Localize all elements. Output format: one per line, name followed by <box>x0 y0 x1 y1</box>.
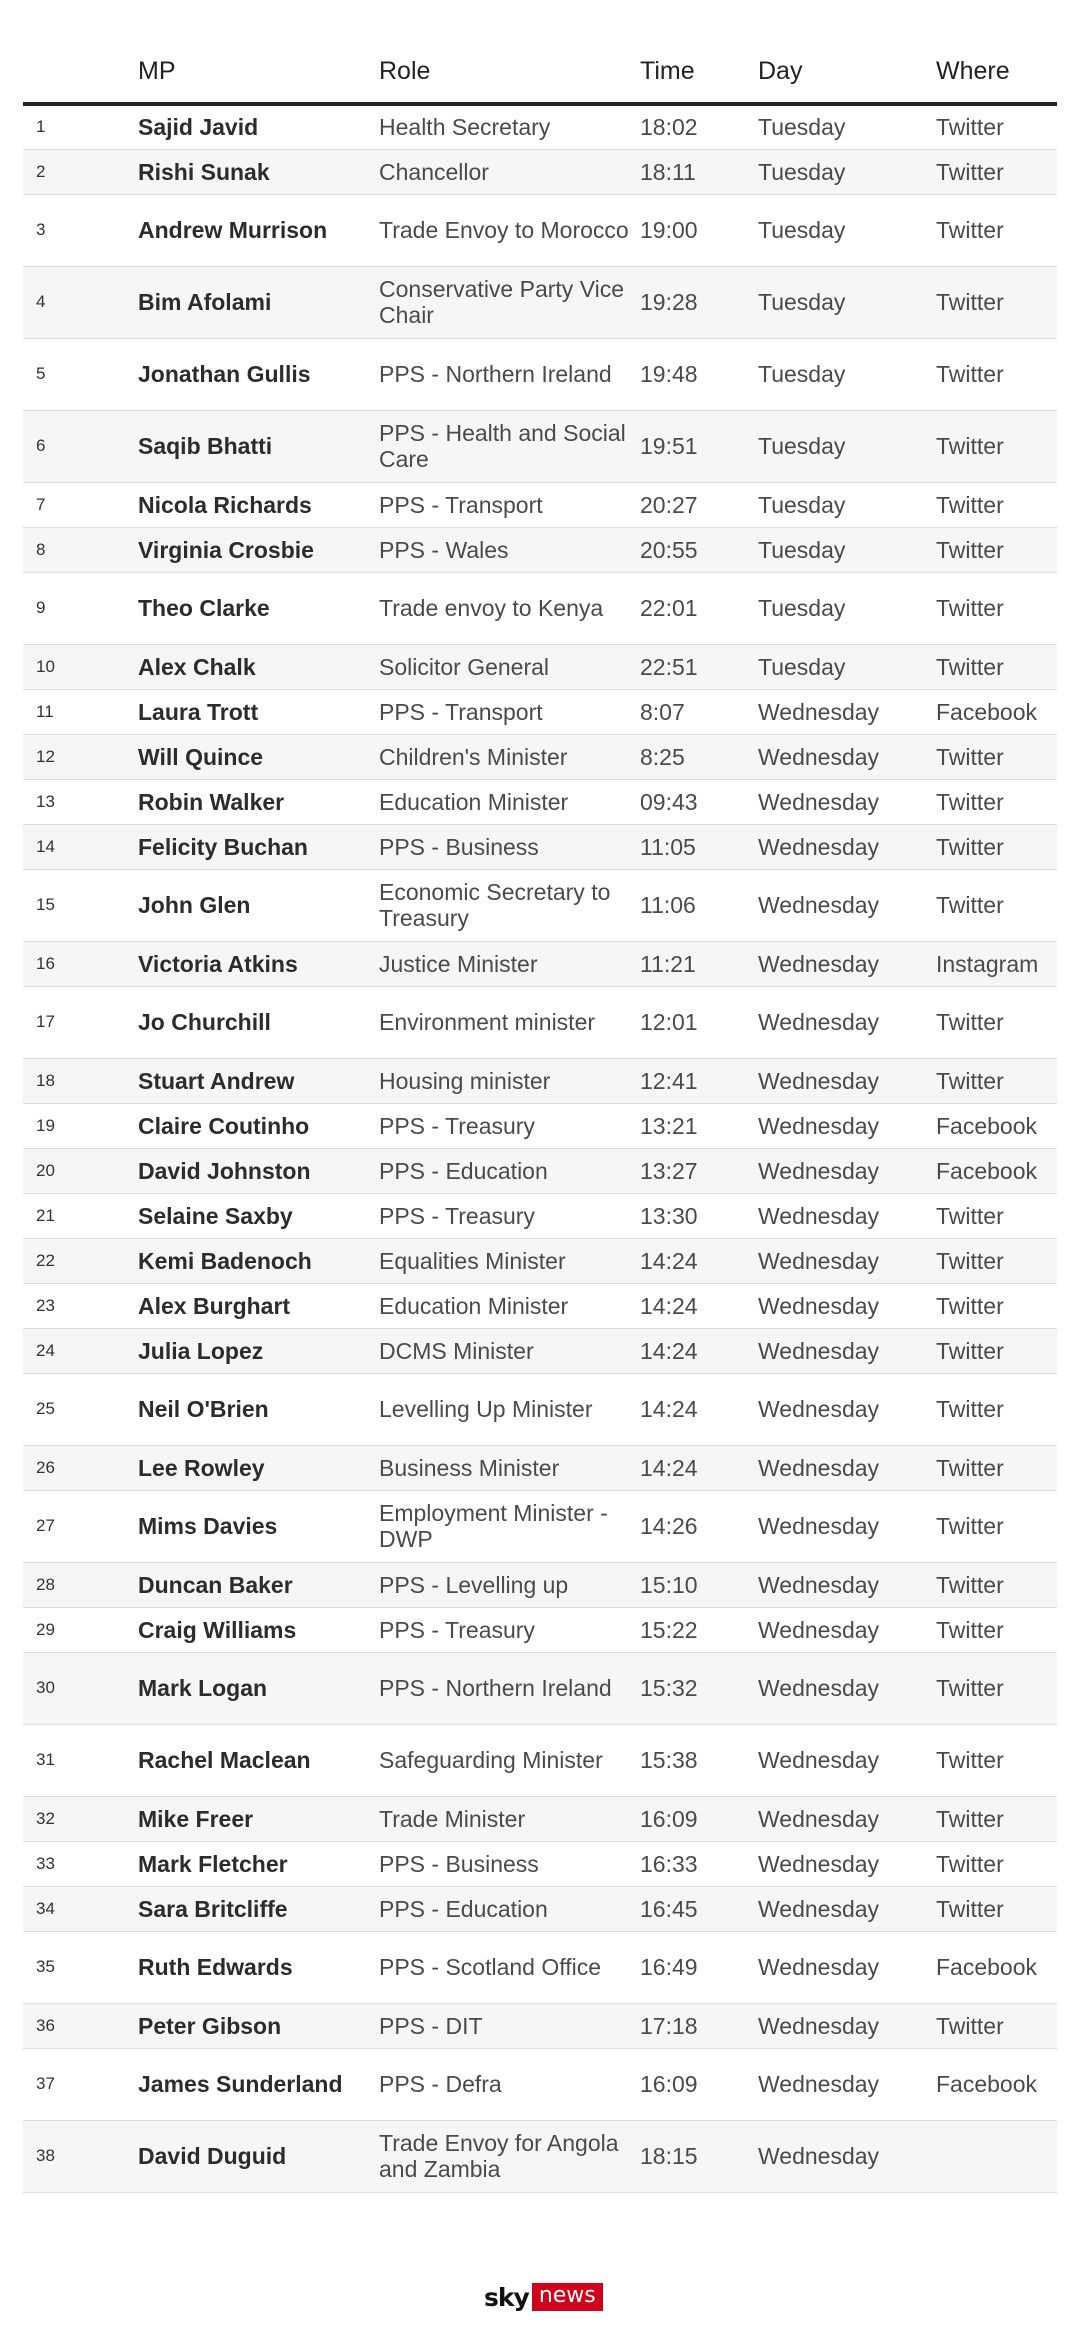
mp-name: Mike Freer <box>138 1805 254 1832</box>
table-row <box>23 1058 1057 1103</box>
resignation-time: 17:18 <box>640 2012 698 2039</box>
row-number: 33 <box>36 1853 55 1873</box>
mp-name: Rishi Sunak <box>138 158 270 185</box>
resignation-day: Wednesday <box>758 1571 880 1598</box>
mp-role: PPS - Levelling up <box>379 1571 569 1598</box>
resignation-platform: Facebook <box>936 1112 1038 1139</box>
row-number: 24 <box>36 1340 55 1360</box>
mp-role: Solicitor General <box>379 653 550 680</box>
resignation-platform: Twitter <box>936 653 1004 680</box>
logo-product: news <box>532 2283 603 2311</box>
mp-role: PPS - Northern Ireland <box>379 361 612 387</box>
resignation-platform: Twitter <box>936 536 1004 563</box>
row-number: 6 <box>36 436 46 455</box>
mp-role: PPS - Education <box>379 1895 548 1922</box>
row-number: 17 <box>36 1012 55 1031</box>
header-role: Role <box>379 40 640 104</box>
resignation-day: Wednesday <box>758 698 880 725</box>
mp-role: PPS - Defra <box>379 2071 502 2097</box>
resignation-day: Wednesday <box>758 1895 880 1922</box>
table-row <box>23 941 1057 986</box>
resignation-platform: Twitter <box>936 1513 1004 1539</box>
row-number: 23 <box>36 1295 55 1315</box>
row-number: 35 <box>36 1957 55 1976</box>
mp-name: Peter Gibson <box>138 2012 282 2039</box>
resignation-time: 11:21 <box>640 950 696 977</box>
resignation-platform: Twitter <box>936 1247 1004 1274</box>
resignation-day: Tuesday <box>758 536 846 563</box>
table-row <box>23 1652 1057 1724</box>
resignation-time: 19:28 <box>640 289 698 315</box>
resignation-time: 18:02 <box>640 114 698 141</box>
resignation-time: 11:05 <box>640 833 696 860</box>
mp-role: Trade Envoy to Morocco <box>379 217 629 243</box>
mp-role: PPS - Northern Ireland <box>379 1675 612 1701</box>
resignation-day: Wednesday <box>758 1850 880 1877</box>
resignation-time: 16:33 <box>640 1850 698 1877</box>
row-number: 7 <box>36 494 46 514</box>
mp-name: Victoria Atkins <box>138 950 298 977</box>
row-number: 1 <box>36 117 46 137</box>
mp-role: Environment minister <box>379 1009 596 1035</box>
resignation-platform: Twitter <box>936 1067 1004 1094</box>
resignation-day: Tuesday <box>758 653 846 680</box>
mp-name: Nicola Richards <box>138 491 312 518</box>
mp-name: Selaine Saxby <box>138 1202 293 1229</box>
row-number: 31 <box>36 1750 55 1769</box>
table-row <box>23 1238 1057 1283</box>
mp-role: Business Minister <box>379 1454 560 1481</box>
mp-role: PPS - Health and Social Care <box>379 420 626 472</box>
resignation-time: 8:07 <box>640 698 685 725</box>
resignation-platform: Facebook <box>936 698 1038 725</box>
row-number: 4 <box>36 292 46 311</box>
resignation-day: Tuesday <box>758 114 846 141</box>
resignation-platform: Twitter <box>936 2012 1004 2039</box>
mp-role: PPS - Treasury <box>379 1202 535 1229</box>
resignation-time: 16:09 <box>640 2071 698 2097</box>
table-row <box>23 734 1057 779</box>
row-number: 28 <box>36 1574 55 1594</box>
resignation-platform: Twitter <box>936 1571 1004 1598</box>
mp-role: DCMS Minister <box>379 1337 534 1364</box>
mp-role: Safeguarding Minister <box>379 1747 603 1773</box>
mp-name: Craig Williams <box>138 1616 297 1643</box>
resignation-day: Wednesday <box>758 1747 880 1773</box>
mp-role: Equalities Minister <box>379 1247 566 1274</box>
resignation-day: Wednesday <box>758 1202 880 1229</box>
mp-name: Bim Afolami <box>138 289 272 315</box>
table-row <box>23 1931 1057 2003</box>
resignation-platform: Twitter <box>936 1895 1004 1922</box>
row-number: 12 <box>36 746 55 766</box>
row-number: 8 <box>36 539 46 559</box>
table-row <box>23 779 1057 824</box>
mp-name: Mark Fletcher <box>138 1850 288 1877</box>
resignation-day: Wednesday <box>758 1112 880 1139</box>
table-row <box>23 1193 1057 1238</box>
table-row <box>23 824 1057 869</box>
row-number: 38 <box>36 2146 55 2165</box>
resignation-time: 8:25 <box>640 743 685 770</box>
mp-role: PPS - Transport <box>379 698 543 725</box>
resignation-platform: Twitter <box>936 743 1004 770</box>
row-number: 10 <box>36 656 55 676</box>
table-row <box>23 194 1057 266</box>
row-number: 18 <box>36 1070 55 1090</box>
resignation-day: Tuesday <box>758 217 846 243</box>
resignation-time: 16:49 <box>640 1954 698 1980</box>
table-row <box>23 1886 1057 1931</box>
mp-name: Alex Chalk <box>138 653 256 680</box>
resignation-time: 22:51 <box>640 653 698 680</box>
resignation-platform: Twitter <box>936 114 1004 141</box>
resignation-time: 19:00 <box>640 217 698 243</box>
row-number: 30 <box>36 1678 55 1697</box>
resignation-platform: Twitter <box>936 1292 1004 1319</box>
mp-role: Conservative Party Vice Chair <box>379 276 625 328</box>
row-number: 29 <box>36 1619 55 1639</box>
resignation-platform: Twitter <box>936 217 1004 243</box>
resignation-time: 15:32 <box>640 1675 698 1701</box>
resignation-day: Wednesday <box>758 1337 880 1364</box>
resignation-time: 15:38 <box>640 1747 698 1773</box>
resignation-platform: Twitter <box>936 361 1004 387</box>
row-number: 2 <box>36 161 46 181</box>
mp-name: Jo Churchill <box>138 1009 271 1035</box>
resignation-day: Wednesday <box>758 1805 880 1832</box>
table-row <box>23 572 1057 644</box>
mp-role: PPS - Treasury <box>379 1616 535 1643</box>
resignation-time: 15:22 <box>640 1616 698 1643</box>
resignation-day: Wednesday <box>758 1513 880 1539</box>
resignation-time: 14:24 <box>640 1247 698 1274</box>
mp-name: Neil O'Brien <box>138 1396 269 1422</box>
mp-name: James Sunderland <box>138 2071 343 2097</box>
mp-name: Kemi Badenoch <box>138 1247 312 1274</box>
table-row <box>23 1373 1057 1445</box>
resignation-platform: Twitter <box>936 1616 1004 1643</box>
table-row <box>23 1841 1057 1886</box>
mp-role: PPS - DIT <box>379 2012 483 2039</box>
mp-name: Robin Walker <box>138 788 285 815</box>
resignation-platform: Twitter <box>936 595 1004 621</box>
resignation-platform: Twitter <box>936 1202 1004 1229</box>
table-row <box>23 1562 1057 1607</box>
resignation-platform: Twitter <box>936 1805 1004 1832</box>
resignation-platform: Twitter <box>936 491 1004 518</box>
header-time: Time <box>640 40 758 104</box>
mp-role: Housing minister <box>379 1067 551 1094</box>
mp-name: Julia Lopez <box>138 1337 264 1364</box>
mp-role: Trade Minister <box>379 1805 526 1832</box>
mp-name: Sajid Javid <box>138 114 259 141</box>
resignation-time: 11:06 <box>640 892 696 918</box>
resignation-day: Wednesday <box>758 1247 880 1274</box>
table-row <box>23 1490 1057 1562</box>
row-number: 22 <box>36 1250 55 1270</box>
mp-name: Theo Clarke <box>138 595 270 621</box>
table-row <box>23 986 1057 1058</box>
resignation-day: Tuesday <box>758 361 846 387</box>
table-row <box>23 1607 1057 1652</box>
resignation-time: 16:09 <box>640 1805 698 1832</box>
resignation-day: Wednesday <box>758 1009 880 1035</box>
mp-role: PPS - Business <box>379 1850 539 1877</box>
sky-news-logo <box>484 2282 603 2312</box>
mp-role: Economic Secretary to Treasury <box>379 879 611 931</box>
header-mp: MP <box>138 40 379 104</box>
resignation-day: Wednesday <box>758 1454 880 1481</box>
resignation-time: 19:48 <box>640 361 698 387</box>
table-row <box>23 410 1057 482</box>
resignation-platform: Facebook <box>936 2071 1038 2097</box>
resignation-day: Wednesday <box>758 1954 880 1980</box>
mp-role: Education Minister <box>379 1292 569 1319</box>
mp-role: PPS - Wales <box>379 536 509 563</box>
row-number: 25 <box>36 1399 55 1418</box>
resignation-platform: Instagram <box>936 950 1039 977</box>
resignation-time: 12:01 <box>640 1009 698 1035</box>
mp-name: Lee Rowley <box>138 1454 265 1481</box>
resignation-day: Wednesday <box>758 1616 880 1643</box>
mp-role: Justice Minister <box>379 950 538 977</box>
mp-name: Rachel Maclean <box>138 1747 311 1773</box>
resignation-day: Wednesday <box>758 2143 880 2169</box>
resignation-time: 20:55 <box>640 536 698 563</box>
mp-name: Will Quince <box>138 743 264 770</box>
table-row <box>23 1445 1057 1490</box>
resignation-platform: Twitter <box>936 788 1004 815</box>
table-row <box>23 149 1057 194</box>
table-row <box>23 527 1057 572</box>
mp-name: Andrew Murrison <box>138 217 328 243</box>
mp-role: PPS - Business <box>379 833 539 860</box>
resignation-time: 16:45 <box>640 1895 698 1922</box>
row-number: 14 <box>36 836 55 856</box>
resignation-time: 14:24 <box>640 1454 698 1481</box>
resignation-day: Wednesday <box>758 1396 880 1422</box>
mp-name: Jonathan Gullis <box>138 361 311 387</box>
resignation-time: 14:26 <box>640 1513 698 1539</box>
mp-name: Laura Trott <box>138 698 259 725</box>
mp-name: Claire Coutinho <box>138 1112 310 1139</box>
table-row <box>23 2003 1057 2048</box>
mp-role: Employment Minister - DWP <box>379 1500 608 1552</box>
table-row <box>23 104 1057 149</box>
resignation-time: 18:15 <box>640 2143 698 2169</box>
resignation-day: Wednesday <box>758 833 880 860</box>
resignation-time: 12:41 <box>640 1067 698 1094</box>
row-number: 21 <box>36 1205 55 1225</box>
resignation-day: Wednesday <box>758 743 880 770</box>
table-row <box>23 266 1057 338</box>
table-row <box>23 1148 1057 1193</box>
resignation-platform: Twitter <box>936 892 1004 918</box>
resignation-day: Tuesday <box>758 433 846 459</box>
table-body <box>23 104 1057 2192</box>
mp-role: Levelling Up Minister <box>379 1396 593 1422</box>
mp-role: Health Secretary <box>379 114 551 141</box>
resignation-day: Wednesday <box>758 1067 880 1094</box>
resignations-table <box>23 40 1057 2193</box>
resignation-day: Wednesday <box>758 2012 880 2039</box>
resignation-time: 15:10 <box>640 1571 698 1598</box>
resignation-platform: Twitter <box>936 1747 1004 1773</box>
resignation-platform: Twitter <box>936 1009 1004 1035</box>
mp-name: Saqib Bhatti <box>138 433 273 459</box>
resignation-time: 18:11 <box>640 158 696 185</box>
header-where: Where <box>936 40 1057 104</box>
mp-name: Mims Davies <box>138 1513 278 1539</box>
table-row <box>23 869 1057 941</box>
row-number: 36 <box>36 2015 55 2035</box>
resignation-time: 13:30 <box>640 1202 698 1229</box>
mp-name: Mark Logan <box>138 1675 268 1701</box>
resignation-platform: Twitter <box>936 833 1004 860</box>
mp-role: Education Minister <box>379 788 569 815</box>
resignation-time: 14:24 <box>640 1396 698 1422</box>
mp-name: John Glen <box>138 892 251 918</box>
table-row <box>23 1103 1057 1148</box>
mp-role: PPS - Treasury <box>379 1112 535 1139</box>
table-header-row <box>23 40 1057 104</box>
mp-role: Trade Envoy for Angola and Zambia <box>379 2130 619 2182</box>
resignation-platform: Twitter <box>936 1454 1004 1481</box>
mp-role: PPS - Scotland Office <box>379 1954 602 1980</box>
mp-name: Felicity Buchan <box>138 833 308 860</box>
row-number: 27 <box>36 1516 55 1535</box>
row-number: 15 <box>36 895 55 914</box>
row-number: 32 <box>36 1808 55 1828</box>
resignation-day: Wednesday <box>758 1675 880 1701</box>
table-row <box>23 644 1057 689</box>
table-row <box>23 689 1057 734</box>
mp-role: Chancellor <box>379 158 489 185</box>
mp-name: Duncan Baker <box>138 1571 293 1598</box>
resignation-time: 13:27 <box>640 1157 698 1184</box>
resignation-day: Wednesday <box>758 950 880 977</box>
resignation-day: Tuesday <box>758 491 846 518</box>
resignation-platform: Facebook <box>936 1157 1038 1184</box>
row-number: 26 <box>36 1457 55 1477</box>
row-number: 34 <box>36 1898 55 1918</box>
resignation-time: 19:51 <box>640 433 698 459</box>
row-number: 11 <box>36 701 54 721</box>
resignation-day: Wednesday <box>758 1292 880 1319</box>
table-row <box>23 338 1057 410</box>
mp-role: PPS - Education <box>379 1157 548 1184</box>
resignation-time: 20:27 <box>640 491 698 518</box>
mp-name: Virginia Crosbie <box>138 536 314 563</box>
resignation-day: Tuesday <box>758 158 846 185</box>
table-row <box>23 1796 1057 1841</box>
table-row <box>23 2048 1057 2120</box>
mp-name: Ruth Edwards <box>138 1954 293 1980</box>
mp-name: David Johnston <box>138 1157 311 1184</box>
resignation-platform: Twitter <box>936 289 1004 315</box>
resignation-day: Wednesday <box>758 892 880 918</box>
resignation-time: 14:24 <box>640 1337 698 1364</box>
resignation-platform: Twitter <box>936 1675 1004 1701</box>
resignation-day: Wednesday <box>758 1157 880 1184</box>
resignation-platform: Twitter <box>936 158 1004 185</box>
resignation-platform: Twitter <box>936 433 1004 459</box>
mp-name: David Duguid <box>138 2143 287 2169</box>
resignation-time: 14:24 <box>640 1292 698 1319</box>
resignation-day: Tuesday <box>758 289 846 315</box>
mp-role: Children's Minister <box>379 743 568 770</box>
row-number: 3 <box>36 220 46 239</box>
row-number: 19 <box>36 1115 55 1135</box>
row-number: 20 <box>36 1160 55 1180</box>
mp-name: Sara Britcliffe <box>138 1895 288 1922</box>
resignation-time: 22:01 <box>640 595 698 621</box>
table-row <box>23 2120 1057 2192</box>
header-number <box>23 40 138 104</box>
resignation-time: 09:43 <box>640 788 698 815</box>
resignation-time: 13:21 <box>640 1112 698 1139</box>
resignation-platform: Twitter <box>936 1850 1004 1877</box>
row-number: 9 <box>36 598 46 617</box>
resignation-platform <box>936 2120 1057 2192</box>
resignation-platform: Twitter <box>936 1396 1004 1422</box>
row-number: 5 <box>36 364 46 383</box>
resignation-platform: Twitter <box>936 1337 1004 1364</box>
table-row <box>23 1328 1057 1373</box>
mp-role: PPS - Transport <box>379 491 543 518</box>
resignation-day: Wednesday <box>758 2071 880 2097</box>
header-day: Day <box>758 40 936 104</box>
mp-role: Trade envoy to Kenya <box>379 595 604 621</box>
table-row <box>23 1724 1057 1796</box>
row-number: 37 <box>36 2074 55 2093</box>
mp-name: Stuart Andrew <box>138 1067 295 1094</box>
mp-name: Alex Burghart <box>138 1292 291 1319</box>
row-number: 13 <box>36 791 55 811</box>
logo-brand: sky <box>484 2282 529 2312</box>
table-row <box>23 482 1057 527</box>
row-number: 16 <box>36 953 55 973</box>
resignation-platform: Facebook <box>936 1954 1038 1980</box>
table-row <box>23 1283 1057 1328</box>
resignation-day: Wednesday <box>758 788 880 815</box>
resignations-table-container <box>23 40 1057 2193</box>
resignation-day: Tuesday <box>758 595 846 621</box>
